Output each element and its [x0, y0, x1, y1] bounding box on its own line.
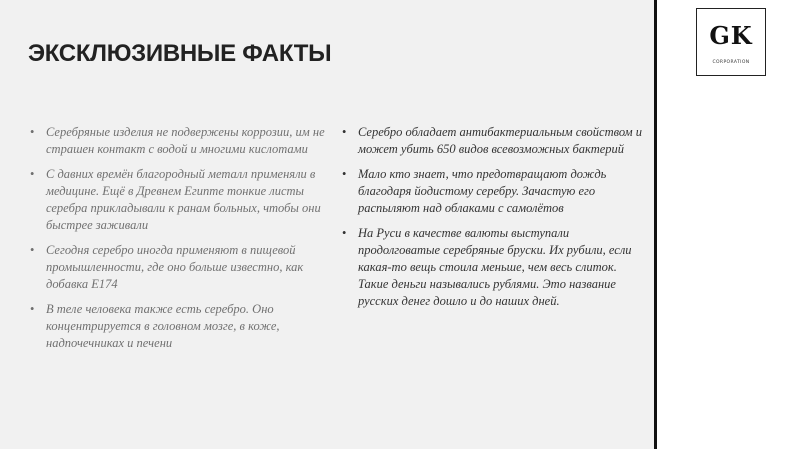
list-item — [342, 124, 642, 158]
list-item — [30, 242, 330, 293]
slide-title: ЭКСКЛЮЗИВНЫЕ ФАКТЫ — [28, 40, 332, 67]
left-fact-list — [30, 124, 330, 360]
list-item — [30, 301, 330, 352]
list-item — [30, 166, 330, 234]
bullet-icon: • — [342, 125, 347, 139]
logo — [696, 8, 766, 76]
list-item — [30, 124, 330, 158]
list-item — [342, 166, 642, 217]
bullet-icon: • — [30, 243, 35, 257]
right-fact-list — [342, 124, 642, 318]
fact-text: Серебряные изделия не подвержены коррозии, им не страшен контакт с водой и многими кислотами — [46, 125, 325, 156]
list-item — [342, 225, 642, 310]
logo-mark: GK — [709, 21, 753, 50]
slide-divider — [654, 0, 657, 449]
bullet-icon: • — [30, 302, 35, 316]
fact-text: Серебро обладает антибактериальным свойством и может убить 650 видов всевозможных бактерий — [358, 125, 642, 156]
bullet-icon: • — [342, 167, 347, 181]
fact-text: С давних времён благородный металл применяли в медицине. Ещё в Древнем Египте тонкие листы серебра прикладывали к ранам больных, чтобы они быстрее заживали — [46, 167, 321, 232]
logo-subtitle: CORPORATION — [712, 60, 750, 65]
fact-text: Мало кто знает, что предотвращают дождь благодаря йодистому серебру. Зачастую его распыляют над облаками с самолётов — [358, 167, 607, 215]
bullet-icon: • — [342, 226, 347, 240]
bullet-icon: • — [30, 167, 35, 181]
fact-text: На Руси в качестве валюты выступали продолговатые серебряные бруски. Их рубили, если какая-то вещь стоила меньше, чем весь слиток. Такие деньги назывались рублями. Это название русских денег дошло и до наших дней. — [358, 226, 632, 308]
fact-text: В теле человека также есть серебро. Оно концентрируется в головном мозге, в коже, надпочечниках и печени — [46, 302, 280, 350]
bullet-icon: • — [30, 125, 35, 139]
fact-text: Сегодня серебро иногда применяют в пищевой промышленности, где оно больше известно, как добавка Е174 — [46, 243, 304, 291]
